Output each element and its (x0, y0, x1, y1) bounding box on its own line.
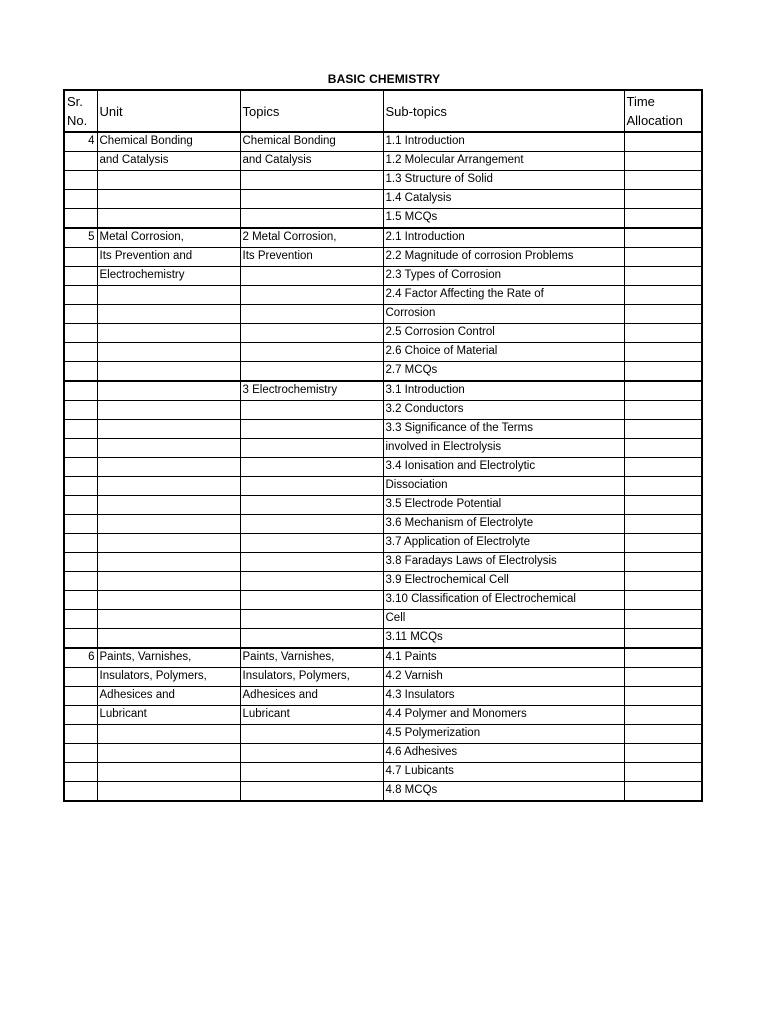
sr-no-cell (64, 248, 97, 267)
table-row (64, 610, 702, 629)
sr-no-cell (64, 267, 97, 286)
table-row (64, 343, 702, 362)
time-allocation-cell (624, 458, 702, 477)
sub-topic-cell: Dissociation (383, 477, 624, 496)
topic-cell (240, 763, 383, 782)
topic-cell (240, 591, 383, 610)
unit-cell (97, 572, 240, 591)
sr-no-cell (64, 152, 97, 171)
sub-topic-cell: 4.7 Lubicants (383, 763, 624, 782)
unit-cell (97, 420, 240, 439)
unit-cell: Adhesices and (97, 687, 240, 706)
unit-cell (97, 782, 240, 802)
sr-no-cell (64, 534, 97, 553)
sr-no-cell: 4 (64, 132, 97, 152)
unit-cell: Chemical Bonding (97, 132, 240, 152)
unit-cell: and Catalysis (97, 152, 240, 171)
sr-no-cell (64, 591, 97, 610)
topic-cell (240, 343, 383, 362)
document-title: BASIC CHEMISTRY (327, 72, 441, 86)
table-row (64, 744, 702, 763)
table-row (64, 477, 702, 496)
topic-cell (240, 744, 383, 763)
topic-cell: Its Prevention (240, 248, 383, 267)
table-row (64, 648, 702, 668)
unit-cell (97, 343, 240, 362)
time-allocation-cell (624, 553, 702, 572)
sub-topic-cell: 4.1 Paints (383, 648, 624, 668)
time-allocation-cell (624, 152, 702, 171)
time-allocation-cell (624, 324, 702, 343)
unit-cell (97, 725, 240, 744)
table-row (64, 706, 702, 725)
sr-no-cell (64, 744, 97, 763)
time-allocation-cell (624, 668, 702, 687)
unit-cell: Its Prevention and (97, 248, 240, 267)
topic-cell (240, 209, 383, 229)
table-row (64, 324, 702, 343)
unit-cell: Electrochemistry (97, 267, 240, 286)
unit-cell (97, 439, 240, 458)
table-row (64, 763, 702, 782)
topic-cell (240, 458, 383, 477)
time-allocation-cell (624, 744, 702, 763)
time-allocation-cell (624, 171, 702, 190)
unit-cell (97, 515, 240, 534)
unit-cell (97, 362, 240, 382)
unit-cell (97, 381, 240, 401)
header-row (64, 90, 702, 132)
sub-topic-cell: 4.8 MCQs (383, 782, 624, 802)
unit-cell (97, 744, 240, 763)
sr-no-cell (64, 439, 97, 458)
topic-cell (240, 420, 383, 439)
topic-cell (240, 553, 383, 572)
sr-no-cell (64, 687, 97, 706)
time-allocation-cell (624, 477, 702, 496)
time-allocation-cell (624, 362, 702, 382)
topic-cell (240, 267, 383, 286)
unit-cell (97, 171, 240, 190)
table-row (64, 420, 702, 439)
syllabus-table (63, 89, 703, 802)
time-allocation-cell (624, 190, 702, 209)
table-row (64, 152, 702, 171)
topic-cell (240, 515, 383, 534)
sr-no-cell (64, 725, 97, 744)
table-row (64, 458, 702, 477)
sr-no-cell: 6 (64, 648, 97, 668)
sr-no-cell (64, 209, 97, 229)
header-time-allocation: Time Allocation (624, 90, 702, 132)
table-row (64, 496, 702, 515)
time-allocation-cell (624, 209, 702, 229)
table-row (64, 209, 702, 229)
unit-cell (97, 534, 240, 553)
sr-no-cell (64, 420, 97, 439)
sr-no-cell (64, 572, 97, 591)
time-allocation-cell (624, 782, 702, 802)
topic-cell: Chemical Bonding (240, 132, 383, 152)
unit-cell (97, 496, 240, 515)
unit-cell: Insulators, Polymers, (97, 668, 240, 687)
sub-topic-cell: 1.1 Introduction (383, 132, 624, 152)
time-allocation-cell (624, 496, 702, 515)
topic-cell: Lubricant (240, 706, 383, 725)
topic-cell (240, 725, 383, 744)
sr-no-cell (64, 782, 97, 802)
time-allocation-cell (624, 286, 702, 305)
topic-cell (240, 324, 383, 343)
table-row (64, 668, 702, 687)
sub-topic-cell: 3.11 MCQs (383, 629, 624, 649)
table-row (64, 591, 702, 610)
header-topics: Topics (240, 90, 383, 132)
unit-cell: Lubricant (97, 706, 240, 725)
table-row (64, 687, 702, 706)
topic-cell: and Catalysis (240, 152, 383, 171)
sr-no-cell (64, 171, 97, 190)
sr-no-cell (64, 362, 97, 382)
unit-cell (97, 610, 240, 629)
sub-topic-cell: 3.7 Application of Electrolyte (383, 534, 624, 553)
time-allocation-cell (624, 763, 702, 782)
table-row (64, 401, 702, 420)
sr-no-cell (64, 305, 97, 324)
sr-no-cell (64, 381, 97, 401)
sub-topic-cell: 3.4 Ionisation and Electrolytic (383, 458, 624, 477)
sub-topic-cell: 3.5 Electrode Potential (383, 496, 624, 515)
topic-cell (240, 439, 383, 458)
table-row (64, 534, 702, 553)
sub-topic-cell: 3.6 Mechanism of Electrolyte (383, 515, 624, 534)
sr-no-cell (64, 458, 97, 477)
table-row (64, 190, 702, 209)
topic-cell (240, 362, 383, 382)
table-row (64, 248, 702, 267)
table-row (64, 439, 702, 458)
sr-no-cell (64, 668, 97, 687)
header-sr-no: Sr. No. (64, 90, 97, 132)
unit-cell (97, 763, 240, 782)
time-allocation-cell (624, 648, 702, 668)
sr-no-cell (64, 515, 97, 534)
topic-cell (240, 629, 383, 649)
table-body (64, 132, 702, 801)
sub-topic-cell: 4.6 Adhesives (383, 744, 624, 763)
topic-cell (240, 572, 383, 591)
time-allocation-cell (624, 132, 702, 152)
topic-cell (240, 305, 383, 324)
unit-cell (97, 458, 240, 477)
unit-cell (97, 629, 240, 649)
table-row (64, 171, 702, 190)
topic-cell: 3 Electrochemistry (240, 381, 383, 401)
time-allocation-cell (624, 572, 702, 591)
sub-topic-cell: 3.2 Conductors (383, 401, 624, 420)
table-row (64, 381, 702, 401)
time-allocation-cell (624, 515, 702, 534)
table-row (64, 228, 702, 248)
sub-topic-cell: 1.4 Catalysis (383, 190, 624, 209)
sr-no-cell: 5 (64, 228, 97, 248)
sub-topic-cell: 4.5 Polymerization (383, 725, 624, 744)
table-row (64, 305, 702, 324)
time-allocation-cell (624, 725, 702, 744)
sr-no-cell (64, 496, 97, 515)
sr-no-cell (64, 763, 97, 782)
sr-no-cell (64, 286, 97, 305)
table-row (64, 286, 702, 305)
sub-topic-cell: 1.5 MCQs (383, 209, 624, 229)
sub-topic-cell: 3.8 Faradays Laws of Electrolysis (383, 553, 624, 572)
time-allocation-cell (624, 591, 702, 610)
sub-topic-cell: 4.3 Insulators (383, 687, 624, 706)
table-row (64, 782, 702, 802)
unit-cell (97, 190, 240, 209)
table-row (64, 362, 702, 382)
sub-topic-cell: 3.10 Classification of Electrochemical (383, 591, 624, 610)
topic-cell: Paints, Varnishes, (240, 648, 383, 668)
header-sub-topics: Sub-topics (383, 90, 624, 132)
time-allocation-cell (624, 228, 702, 248)
sub-topic-cell: 2.7 MCQs (383, 362, 624, 382)
topic-cell (240, 171, 383, 190)
topic-cell (240, 534, 383, 553)
unit-cell (97, 286, 240, 305)
topic-cell (240, 401, 383, 420)
table-row (64, 267, 702, 286)
sr-no-cell (64, 324, 97, 343)
topic-cell (240, 286, 383, 305)
sr-no-cell (64, 629, 97, 649)
sr-no-cell (64, 477, 97, 496)
sub-topic-cell: 1.2 Molecular Arrangement (383, 152, 624, 171)
table-row (64, 132, 702, 152)
sub-topic-cell: 3.1 Introduction (383, 381, 624, 401)
time-allocation-cell (624, 610, 702, 629)
table-row (64, 515, 702, 534)
table-row (64, 725, 702, 744)
sub-topic-cell: 4.2 Varnish (383, 668, 624, 687)
unit-cell (97, 553, 240, 572)
sub-topic-cell: 1.3 Structure of Solid (383, 171, 624, 190)
unit-cell (97, 401, 240, 420)
topic-cell (240, 190, 383, 209)
unit-cell (97, 324, 240, 343)
sub-topic-cell: 4.4 Polymer and Monomers (383, 706, 624, 725)
sub-topic-cell: 2.5 Corrosion Control (383, 324, 624, 343)
table-row (64, 629, 702, 649)
topic-cell: 2 Metal Corrosion, (240, 228, 383, 248)
time-allocation-cell (624, 267, 702, 286)
sr-no-cell (64, 610, 97, 629)
sr-no-cell (64, 190, 97, 209)
time-allocation-cell (624, 305, 702, 324)
sub-topic-cell: Corrosion (383, 305, 624, 324)
header-unit: Unit (97, 90, 240, 132)
table-row (64, 553, 702, 572)
time-allocation-cell (624, 381, 702, 401)
sub-topic-cell: 2.2 Magnitude of corrosion Problems (383, 248, 624, 267)
time-allocation-cell (624, 439, 702, 458)
time-allocation-cell (624, 534, 702, 553)
sub-topic-cell: 2.4 Factor Affecting the Rate of (383, 286, 624, 305)
topic-cell: Adhesices and (240, 687, 383, 706)
time-allocation-cell (624, 687, 702, 706)
unit-cell (97, 305, 240, 324)
sub-topic-cell: 2.3 Types of Corrosion (383, 267, 624, 286)
sub-topic-cell: involved in Electrolysis (383, 439, 624, 458)
time-allocation-cell (624, 629, 702, 649)
sub-topic-cell: 2.6 Choice of Material (383, 343, 624, 362)
sub-topic-cell: 3.3 Significance of the Terms (383, 420, 624, 439)
time-allocation-cell (624, 420, 702, 439)
topic-cell (240, 610, 383, 629)
table-row (64, 572, 702, 591)
sub-topic-cell: 3.9 Electrochemical Cell (383, 572, 624, 591)
sub-topic-cell: 2.1 Introduction (383, 228, 624, 248)
topic-cell (240, 782, 383, 802)
unit-cell (97, 591, 240, 610)
time-allocation-cell (624, 401, 702, 420)
time-allocation-cell (624, 248, 702, 267)
unit-cell (97, 209, 240, 229)
sub-topic-cell: Cell (383, 610, 624, 629)
topic-cell (240, 477, 383, 496)
unit-cell: Paints, Varnishes, (97, 648, 240, 668)
time-allocation-cell (624, 343, 702, 362)
unit-cell (97, 477, 240, 496)
sr-no-cell (64, 343, 97, 362)
topic-cell: Insulators, Polymers, (240, 668, 383, 687)
unit-cell: Metal Corrosion, (97, 228, 240, 248)
topic-cell (240, 496, 383, 515)
sr-no-cell (64, 401, 97, 420)
sr-no-cell (64, 553, 97, 572)
sr-no-cell (64, 706, 97, 725)
time-allocation-cell (624, 706, 702, 725)
